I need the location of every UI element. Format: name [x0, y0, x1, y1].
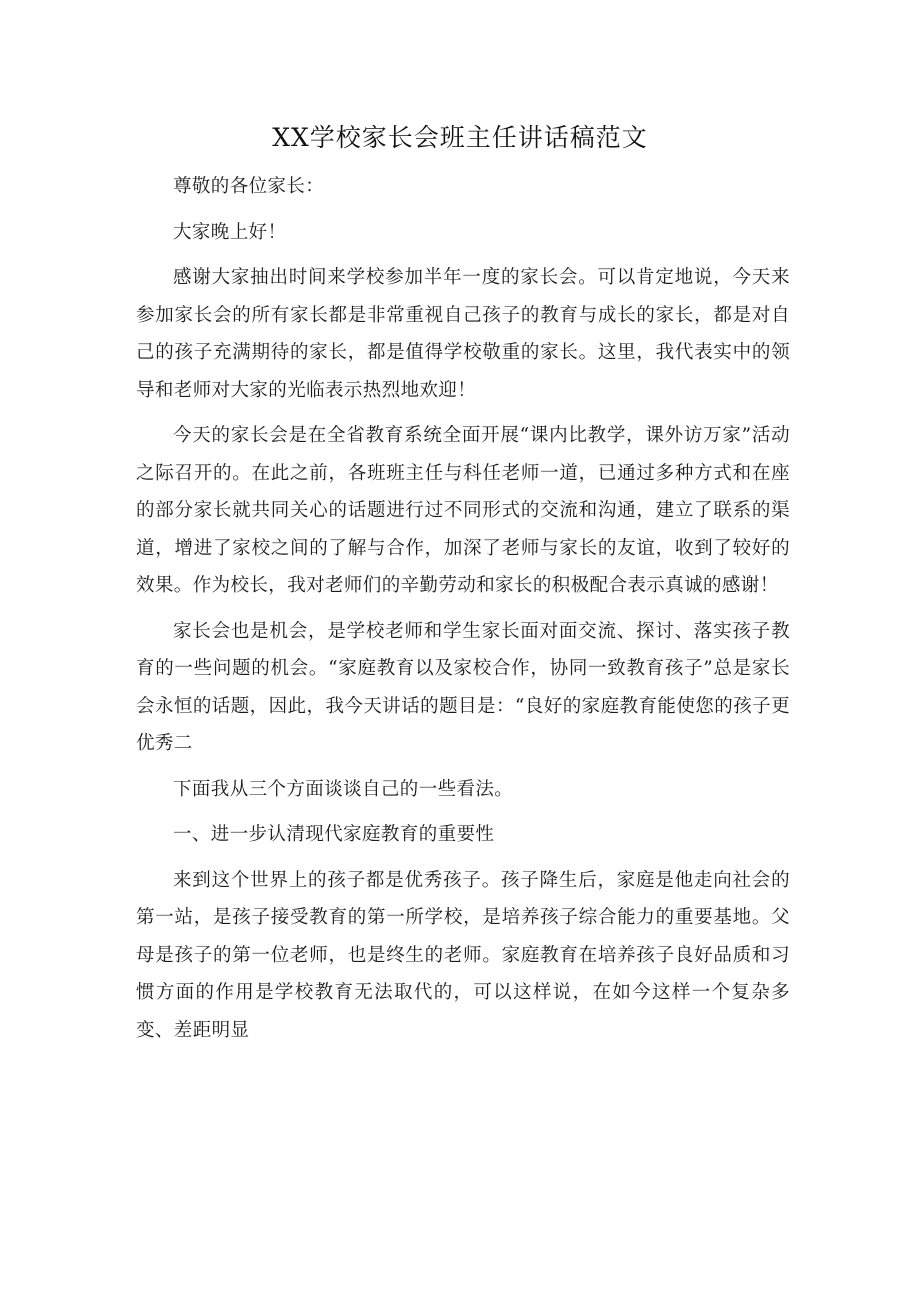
- paragraph-family-education: 来到这个世界上的孩子都是优秀孩子。孩子降生后，家庭是他走向社会的第一站，是孩子接受教育的第一所学校，是培养孩子综合能力的重要基地。父母是孩子的第一位老师，也是终生的老师。家庭教育在培养孩子良好品质和习惯方面的作用是学校教育无法取代的，可以这样说，在如今这样一个复杂多变、差距明显: [136, 869, 790, 1041]
- paragraph-greeting: 大家晚上好！: [173, 221, 287, 243]
- document-body: [136, 168, 790, 1057]
- paragraph-welcome: 感谢大家抽出时间来学校参加半年一度的家长会。可以肯定地说，今天来参加家长会的所有家长都是非常重视自己孩子的教育与成长的家长，都是对自己的孩子充满期待的家长，都是值得学校敬重的家长。这里，我代表实中的领导和老师对大家的光临表示热烈地欢迎！: [136, 267, 790, 401]
- section-heading-1: 一、进一步认清现代家庭教育的重要性: [173, 824, 495, 845]
- paragraph-context: 今天的家长会是在全省教育系统全面开展“课内比教学，课外访万家”活动之际召开的。在此之前，各班班主任与科任老师一道，已通过多种方式和在座的部分家长就共同关心的话题进行过不同形式的交流和沟通，建立了联系的渠道，增进了家校之间的了解与合作，加深了老师与家长的友谊，收到了较好的效果。作为校长，我对老师们的辛勤劳动和家长的积极配合表示真诚的感谢！: [136, 425, 790, 596]
- paragraph-salutation: 尊敬的各位家长：: [173, 176, 325, 197]
- document-title: XX学校家长会班主任讲话稿范文: [272, 123, 648, 152]
- paragraph-outline: 下面我从三个方面谈谈自己的一些看法。: [173, 778, 514, 800]
- paragraph-topic: 家长会也是机会，是学校老师和学生家长面对面交流、探讨、落实孩子教育的一些问题的机会。“家庭教育以及家校合作，协同一致教育孩子”总是家长会永恒的话题，因此，我今天讲话的题目是：“良好的家庭教育能使您的孩子更优秀二: [136, 620, 790, 754]
